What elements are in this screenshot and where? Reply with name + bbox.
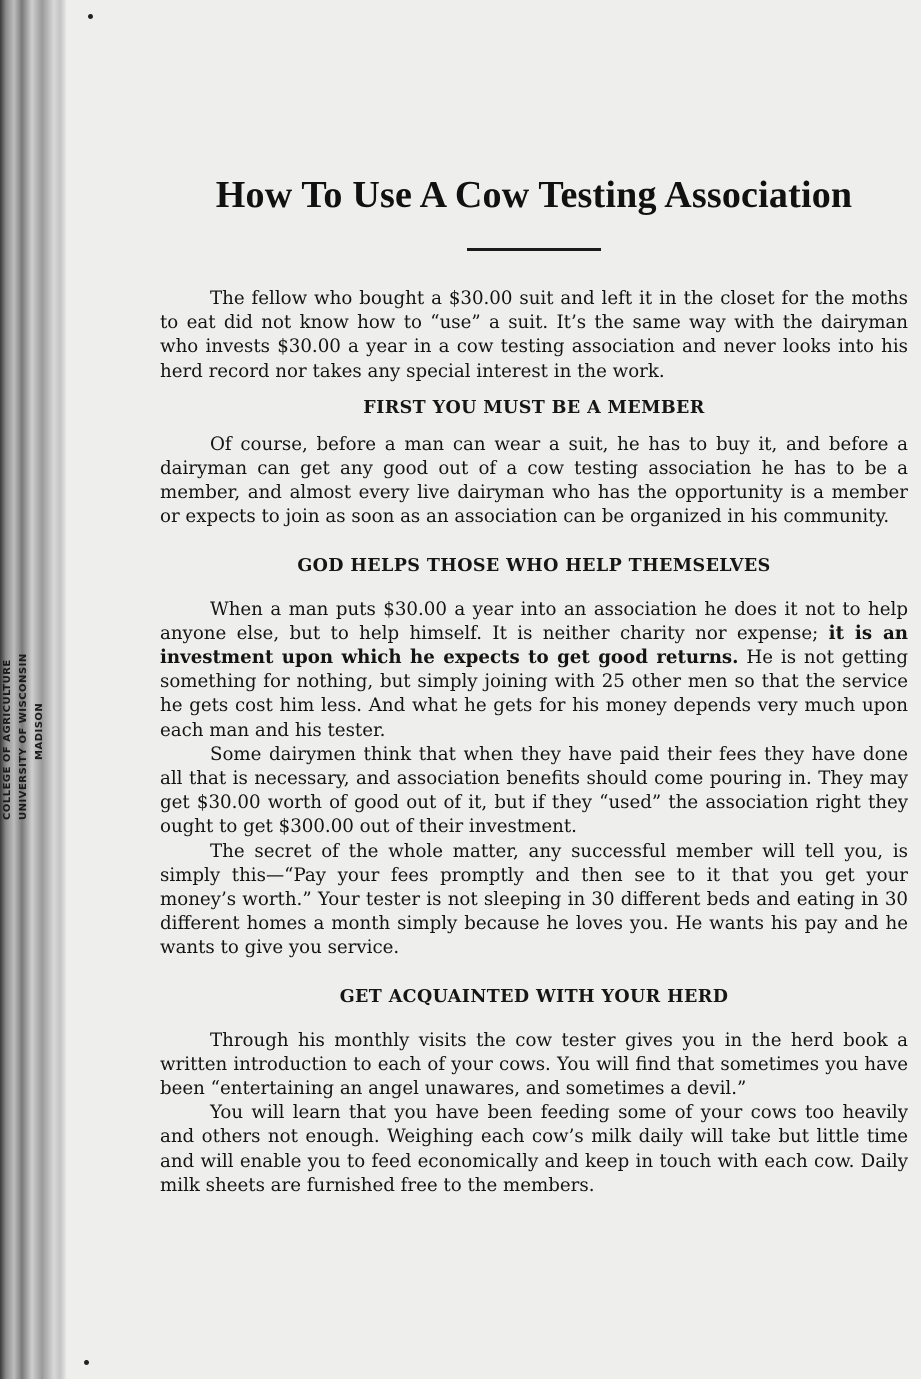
page-title: How To Use A Cow Testing Association [215,174,853,216]
paragraph-text: When a man puts $30.00 a year into an association he does it not to help anyone else, but to help himself. It is neither charity nor expense; [160,598,908,644]
section-paragraph: The secret of the whole matter, any successful member will tell you, is simply this—“Pay your fees promptly and then see to it that you get your money’s worth.” Your tester is not sleeping in 30 different beds and eating in 30 different homes a month simply because he loves you. He wants his pay and he wants to give you service. [160,840,908,959]
section-paragraph [160,598,908,743]
library-stamp [0,520,66,820]
section-paragraph: Some dairymen think that when they have paid their fees they have done all that is necessary, and association benefits should come pouring in. They may get $30.00 worth of good out of it, but if they “used” the association right they ought to get $300.00 out of their investment. [160,743,908,838]
stamp-line-university: UNIVERSITY OF WISCONSIN [18,653,29,820]
page-speck [84,1360,89,1365]
section-paragraph: Through his monthly visits the cow tester gives you in the herd book a written introduction to each of your cows. You will find that sometimes you have been “entertaining an angel unawares, and sometimes a devil.” [160,1029,908,1100]
section-paragraph: You will learn that you have been feeding some of your cows too heavily and others not enough. Weighing each cow’s milk daily will take but little time and will enable you to feed economically and keep in touch with each cow. Daily milk sheets are furnished free to the members. [160,1102,908,1196]
section-god-helps [160,556,908,961]
stamp-line-city: MADISON [34,702,45,760]
book-binding [0,0,66,1379]
intro-paragraph: The fellow who bought a $30.00 suit and left it in the closet for the moths to eat did not know how to “use” a suit. It’s the same way with the dairyman who invests $30.00 a year in a cow testing association and never looks into his herd record nor takes any special interest in the work. [160,288,908,382]
stamp-line-college: COLLEGE OF AGRICULTURE [2,659,13,820]
paragraph-text: He is not getting something for nothing, but simply joining with 25 other men so that the service he gets cost him less. And what he gets for his money depends very much upon each man and his tester. [160,647,908,741]
section-heading: FIRST YOU MUST BE A MEMBER [363,397,705,418]
section-heading: GOD HELPS THOSE WHO HELP THEMSELVES [297,555,771,576]
title-divider [467,248,601,251]
section-paragraph: Of course, before a man can wear a suit, he has to buy it, and before a dairyman can get any good out of a cow testing association he has to be a member, and almost every live dairyman who has the opportunity is a member or expects to join as soon as an association can be organized in his community. [160,433,908,528]
page-speck [88,14,93,19]
section-herd [160,987,908,1198]
document-page [160,168,908,1348]
section-first-member [160,398,908,530]
emphasized-text: it is an investment upon which he expects to get good returns. [160,622,908,669]
intro-section [160,287,908,384]
section-heading: GET ACQUAINTED WITH YOUR HERD [339,986,729,1007]
